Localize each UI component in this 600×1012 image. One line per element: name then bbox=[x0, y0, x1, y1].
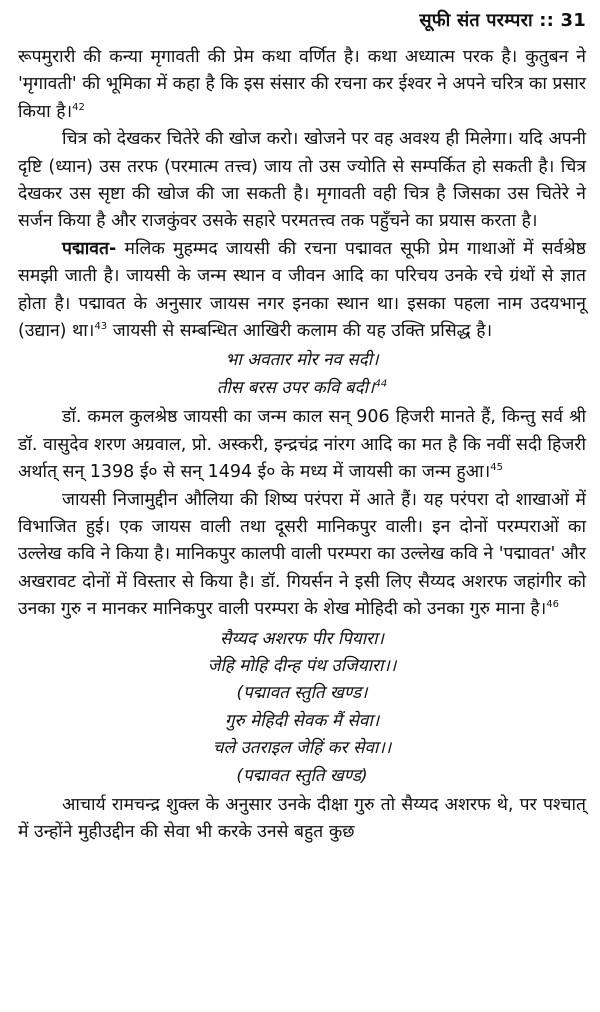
verse-text: तीस बरस उपर कवि बदी। bbox=[216, 377, 375, 398]
verse-block-guru bbox=[18, 626, 586, 790]
footnote-ref: 43 bbox=[94, 321, 108, 333]
verse-line: जेहि मोहि दीन्ह पंथ उजियारा।। bbox=[207, 655, 397, 676]
paragraph-lineage bbox=[18, 487, 586, 624]
book-page bbox=[18, 8, 586, 847]
section-term: पद्मावत- bbox=[62, 238, 117, 259]
paragraph-text: रूपमुरारी की कन्या मृगावती की प्रेम कथा वर्णित है। कथा अध्यात्म परक है। कुतुबन ने 'मृगावती' की भूमिका में कहा है कि इस संसार की रचना कर ईश्वर ने अपने चरित्र का प्रसार किया है। bbox=[18, 47, 586, 122]
running-header: सूफी संत परम्परा :: 31 bbox=[419, 10, 586, 31]
verse-source: (पद्मावत स्तुति खण्ड। bbox=[236, 683, 368, 704]
footnote-ref: 45 bbox=[490, 462, 503, 474]
verse-line: सैय्यद अशरफ पीर पियारा। bbox=[220, 628, 384, 649]
paragraph-text: डॉ. कमल कुलश्रेष्ठ जायसी का जन्म काल सन् 906 हिजरी मानते हैं, किन्तु सर्व श्री डॉ. वासुदेव शरण अग्रवाल, प्रो. अस्करी, इन्द्रचंद्र नांरग आदि का मत है कि नवीं सदी हिजरी अर्थात् सन् 1398 ई० से सन् 1494 ई० के मध्य में जायसी का जन्म हुआ। bbox=[18, 407, 586, 483]
paragraph-padmavat bbox=[18, 236, 586, 346]
footnote-ref: 44 bbox=[374, 378, 388, 390]
paragraph-painter-search: चित्र को देखकर चितेरे की खोज करो। खोजने पर वह अवश्य ही मिलेगा। यदि अपनी दृष्टि (ध्यान) उस तरफ (परमात्म तत्त्व) जाय तो उस ज्योति से सम्पर्कित हो सकती है। चित्र देखकर उस सृष्टा की खोज की जा सकती है। मृगावती वही चित्र है जिसका उस चितेरे ने सर्जन किया है और राजकुंवर उसके सहारे परमतत्त्व तक पहुँचने का प्रयास करता है। bbox=[18, 129, 586, 232]
verse-line: भा अवतार मोर नव सदी। bbox=[225, 350, 379, 371]
verse-block-birth bbox=[18, 347, 586, 402]
paragraph-mrigavati-intro bbox=[18, 44, 586, 126]
verse-line: चले उतराइल जेहिं कर सेवा।। bbox=[212, 738, 392, 759]
footnote-ref: 42 bbox=[72, 101, 85, 113]
paragraph-text: जायसी निजामुद्दीन औलिया की शिष्य परंपरा में आते हैं। यह परंपरा दो शाखाओं में विभाजित हुई। एक जायस वाली तथा दूसरी मानिकपुर वाली। इन दोनों परम्पराओं का उल्लेख कवि ने किया है। मानिकपुर कालपी वाली परम्परा का उल्लेख कवि ने 'पद्मावत' और अखरावट दोनों में विस्तार से किया है। डॉ. गियर्सन ने इसी लिए सैय्यद अशरफ जहांगीर को उनका गुरु न मानकर मानिकपुर वाली परम्परा के शेख मोहिदी को उनका गुरु माना है। bbox=[18, 489, 586, 620]
paragraph-text: मलिक मुहम्मद जायसी की रचना पद्मावत सूफी प्रेम गाथाओं में सर्वश्रेष्ठ समझी जाती है। जायसी के जन्म स्थान व जीवन आदि का परिचय उनके रचे ग्रंथों से ज्ञात होता है। पद्मावत के अनुसार जायस नगर इनका स्थान था। इसका पहला नाम उदयभानू (उद्यान) था। bbox=[18, 238, 586, 342]
paragraph-birth-date bbox=[18, 404, 586, 486]
verse-line bbox=[18, 375, 586, 402]
verse-source: (पद्मावत स्तुति खण्ड) bbox=[236, 765, 368, 786]
footnote-ref: 46 bbox=[546, 599, 560, 611]
paragraph-shukla: आचार्य रामचन्द्र शुक्ल के अनुसार उनके दीक्षा गुरु तो सैय्यद अशरफ थे, पर पश्चात् में उन्होंने मुहीउद्दीन की सेवा भी करके उनसे बहुत कुछ bbox=[18, 794, 586, 843]
paragraph-text: जायसी से सम्बन्धित आखिरी कलाम की यह उक्ति प्रसिद्ध है। bbox=[107, 321, 493, 342]
verse-line: गुरु मेहिदी सेवक मैं सेवा। bbox=[224, 710, 380, 731]
